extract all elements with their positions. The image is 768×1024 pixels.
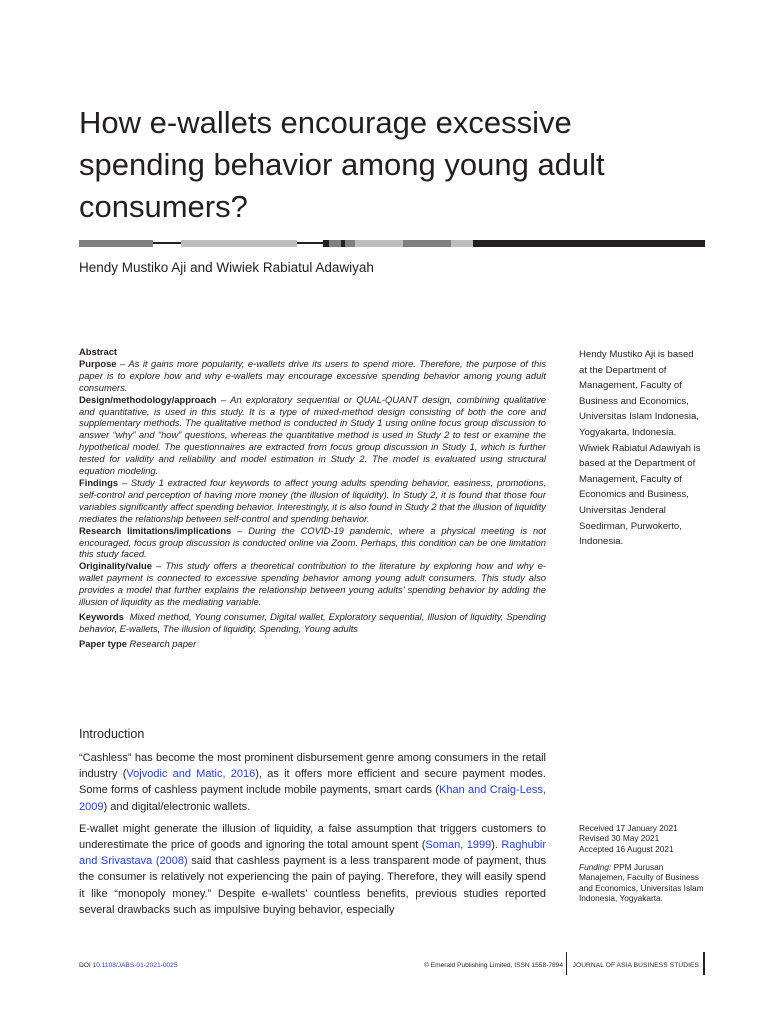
abstract-heading: Abstract — [79, 346, 118, 357]
abstract — [79, 346, 546, 650]
copyright: © Emerald Publishing Limited, ISSN 1558-7894 — [423, 962, 563, 969]
doi-link[interactable]: 10.1108/JABS-01-2021-0025 — [92, 962, 178, 969]
doi: DOI 10.1108/JABS-01-2021-0025 — [79, 962, 178, 969]
date-revised: Revised 30 May 2021 — [579, 833, 660, 844]
title-rule — [79, 240, 705, 247]
abstract-findings: Findings – Study 1 extracted four keywords to affect young adults spending behavior, easiness, promotions, self-control and perception of having more money (the illusion of liquidity). In Study 2, it is found that those four variables significantly affect spending behavior. Interestingly, it is also found in Study 2 that the illusion of liquidity mediates the relationship between self-control and spending behavior. — [79, 476, 547, 524]
author-2: Wiwiek Rabiatul Adawiyah — [216, 260, 374, 275]
funding-text: PPM Jurusan Manajemen, Faculty of Business and Economics, Universitas Islam Indonesia, Yogyakarta. — [579, 862, 704, 904]
date-received: Received 17 January 2021 — [579, 823, 678, 833]
date-accepted: Accepted 16 August 2021 — [579, 843, 674, 854]
author-conjunction: and — [190, 260, 213, 275]
author-line — [79, 260, 374, 275]
citation-link[interactable]: Raghubir and Srivastava (2008) — [79, 839, 546, 868]
introduction-heading: Introduction — [79, 727, 145, 741]
introduction-body — [79, 750, 546, 924]
abstract-design: Design/methodology/approach – An exploratory sequential or QUAL-QUANT design, combining qualitative and quantitative, is used in this study. It is a type of mixed-method design consisting of both the core and supplementary methods. The qualitative method is conducted in Study 1 using online focus group discussion to answer “why” and “how” questions, whereas the quantitative method is used in Study 2 to test or examine the hypothetical model. The questionnaires are extracted from focus group discussion in Study 1, which is further tested for validity and reliability and model estimation in Study 2. The model is evaluated using structural equation modeling. — [79, 393, 546, 477]
author-affiliation: Hendy Mustiko Aji is based at the Department of Management, Faculty of Business and Economics, Universitas Islam Indonesia, Yogyakarta, Indonesia. Wiwiek Rabiatul Adawiyah is based at the Department of Management, Faculty of Economics and Business, Universitas Jenderal Soedirman, Purwokerto, Indonesia. — [579, 349, 701, 548]
intro-paragraph-1: “Cashless” has become the most prominent disbursement genre among consumers in the retail industry (Vojvodic and Matic, 2016), as it offers more efficient and secure payment modes. Some forms of cashless payment include mobile payments, smart cards (Khan and Craig-Less, 2009) and digital/electronic wallets. — [79, 752, 546, 813]
intro-paragraph-2: E-wallet might generate the illusion of liquidity, a false assumption that triggers customers to underestimate the price of goods and ignoring the total amount spent (Soman, 1999). Raghubir and Srivastava (2008) said that cashless payment is a less transparent mode of payment, thus the consumer is relatively not experiencing the pain of paying. Therefore, they will easily spend it like “monopoly money.” Despite e-wallets’ countless benefits, previous studies reported several drawbacks such as impulsive buying behavior, especially — [79, 822, 546, 916]
abstract-keywords: Keywords Mixed method, Young consumer, Digital wallet, Exploratory sequential, Illusion of liquidity, Spending behavior, E-wallets, The illusion of liquidity, Spending, Young adults — [79, 610, 546, 634]
footer-divider — [566, 952, 567, 975]
abstract-originality: Originality/value – This study offers a theoretical contribution to the literature by exploring how and why e-wallet payment is connected to excessive spending behavior among young adult consumers. This study also provides a model that further explains the relationship between young adults’ spending behavior by adding the illusion of liquidity as the mediating variable. — [79, 560, 546, 608]
footer-divider — [703, 952, 705, 975]
abstract-limitations: Research limitations/implications – During the COVID-19 pandemic, where a physical meeting is not encouraged, focus group discussion is conducted online via Zoom. Perhaps, this condition can be one limitation this study faced. — [79, 524, 546, 560]
article-title: How e-wallets encourage excessive spending behavior among young adult consumers? — [79, 105, 605, 224]
abstract-paper-type: Paper type Research paper — [79, 637, 197, 649]
citation-link[interactable]: Soman, 1999 — [425, 839, 492, 852]
journal-name: JOURNAL OF ASIA BUSINESS STUDIES — [572, 962, 699, 969]
citation-link[interactable]: Vojvodic and Matic, 2016 — [126, 768, 256, 781]
funding-label: Funding: — [579, 862, 612, 872]
citation-link[interactable]: Khan and Craig-Less, 2009 — [79, 784, 546, 813]
page-footer — [79, 959, 705, 975]
abstract-purpose: Purpose – As it gains more popularity, e-wallets drive its users to spend more. Therefore, the purpose of this paper is to explore how and why e-wallets may encourage excessive spending behavior among young adult consumers. — [79, 357, 547, 393]
author-1: Hendy Mustiko Aji — [79, 260, 187, 275]
article-dates — [579, 823, 704, 854]
funding-note — [579, 862, 704, 904]
